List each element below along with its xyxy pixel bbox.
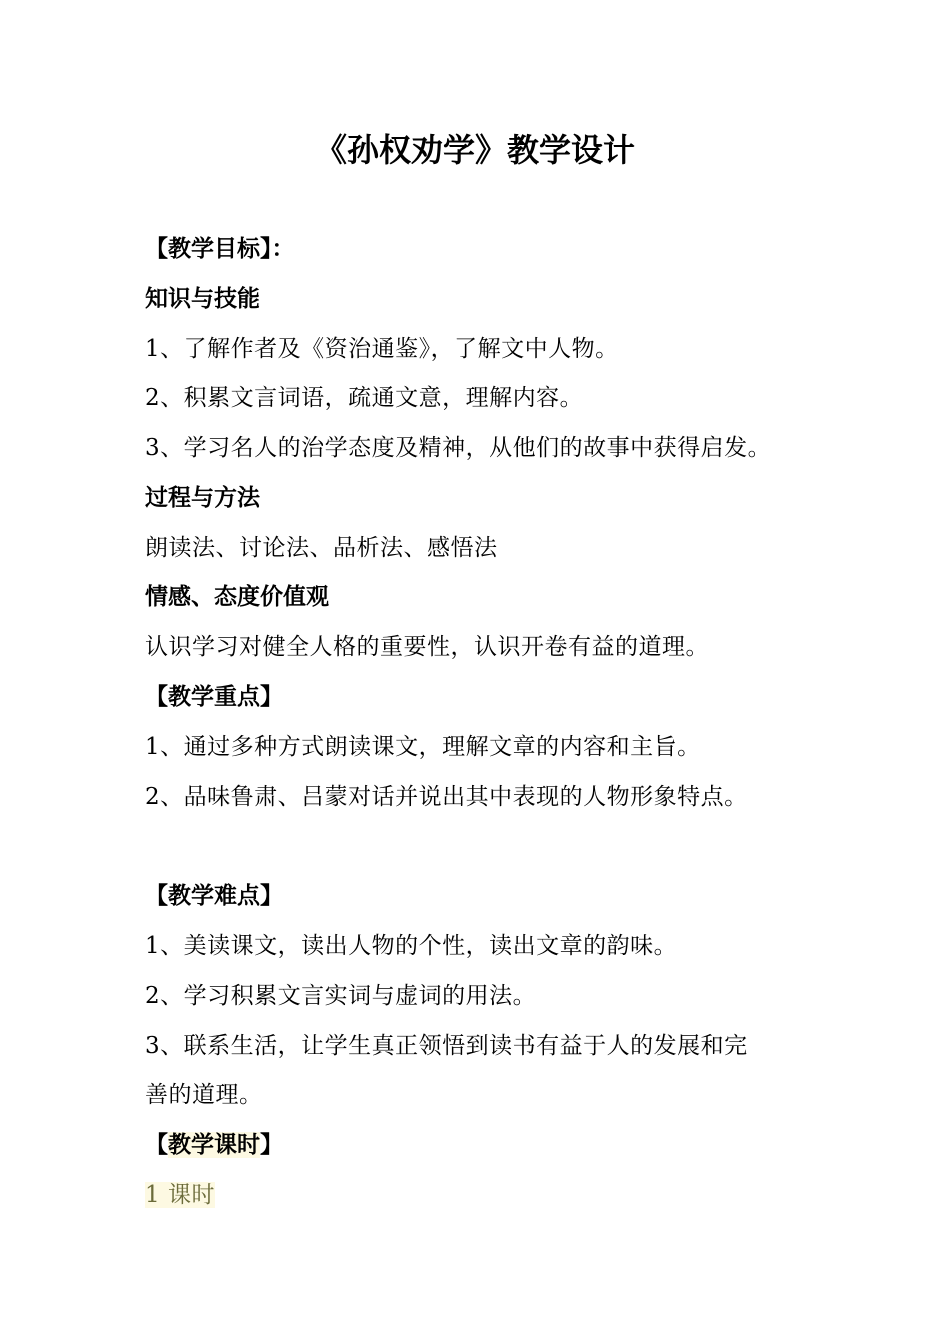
knowledge-item: 2、积累文言词语，疏通文意，理解内容。: [145, 385, 584, 411]
class-hours-heading-text: 教学课时: [168, 1132, 260, 1158]
emotion-values-heading: 情感、态度价值观: [145, 584, 329, 610]
difficulty-item: 2、学习积累文言实词与虚词的用法。: [145, 983, 537, 1009]
key-points-heading: 【教学重点】: [145, 684, 283, 710]
knowledge-item: 1、了解作者及《资治通鉴》，了解文中人物。: [145, 336, 619, 362]
process-method-text: 朗读法、讨论法、品析法、感悟法: [145, 535, 498, 561]
key-point-item: 2、品味鲁肃、吕蒙对话并说出其中表现的人物形象特点。: [145, 784, 748, 810]
key-point-item: 1、通过多种方式朗读课文，理解文章的内容和主旨。: [145, 734, 701, 760]
knowledge-item: 3、学习名人的治学态度及精神，从他们的故事中获得启发。: [145, 435, 772, 461]
difficulty-item: 3、联系生活，让学生真正领悟到读书有益于人的发展和完: [145, 1033, 748, 1059]
knowledge-skills-heading: 知识与技能: [145, 286, 260, 312]
difficulties-heading: 【教学难点】: [145, 883, 283, 909]
class-hours-value: 1 课时: [145, 1182, 215, 1208]
difficulty-item-continuation: 善的道理。: [145, 1082, 263, 1108]
difficulty-item: 1、美读课文，读出人物的个性，读出文章的韵味。: [145, 933, 678, 959]
class-hours-bracket-open: 【: [145, 1132, 168, 1158]
document-title: 《孙权劝学》教学设计: [314, 131, 635, 169]
class-hours-heading: [145, 1128, 283, 1162]
objectives-heading: 【教学目标】：: [145, 236, 295, 262]
class-hours-bracket-close: 】: [260, 1132, 283, 1158]
class-hours-value-line: [145, 1178, 215, 1212]
emotion-values-text: 认识学习对健全人格的重要性，认识开卷有益的道理。: [145, 634, 709, 660]
process-method-heading: 过程与方法: [145, 485, 260, 511]
